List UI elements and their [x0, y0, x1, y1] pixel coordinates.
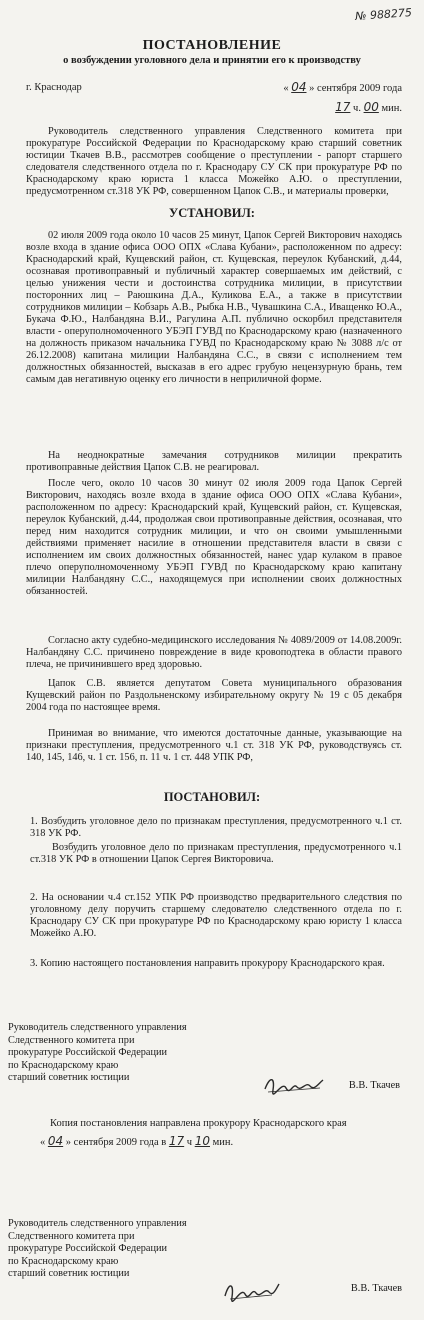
date-day: 04 — [291, 80, 307, 94]
signature-2-line: Руководитель следственного управления — [8, 1218, 187, 1229]
copy-note-line-1: Копия постановления направлена прокурору Краснодарского края — [50, 1118, 347, 1129]
copy-hour-unit: ч — [186, 1137, 193, 1148]
date-close-quote: » — [309, 83, 315, 94]
date-open-quote: « — [283, 83, 289, 94]
time-minute: 00 — [363, 100, 379, 114]
time-hour: 17 — [335, 100, 351, 114]
decision-1a: 1. Возбудить уголовное дело по признакам преступления, предусмотренного ч.1 ст. 318 УК РФ. — [30, 816, 402, 839]
decision-1b: Возбудить уголовное дело по признакам преступления, предусмотренного ч.1 ст.318 УК РФ в отношении Цапок Сергея Викторовича. — [30, 842, 402, 865]
established-paragraph-6: Принимая во внимание, что имеются достаточные данные, указывающие на признаки преступления, предусмотренного ч.1 ст. 318 УК РФ, руководствуясь ст. 140, 145, 146, ч. 1 ст. 156, п. 11 ч. 1 ст. 448 УПК РФ, — [26, 728, 402, 763]
intro-paragraph: Руководитель следственного управления Следственного комитета при прокуратуре Российской Федерации по Краснодарскому краю старший советник юстиции Ткачев В.В., рассмотрев сообщение о преступлении - рапорт старшего следователя следственного отдела по г. Краснодару СУ СК при прокуратуре РФ по Краснодарскому краю юриста 1 класса Можейко А.Ю. о преступлении, предусмотренном ст.318 УК РФ, совершенном Цапок С.В., и материалы проверки, — [26, 126, 402, 197]
signature-1-name: В.В. Ткачев — [348, 1080, 400, 1091]
copy-minute-unit: мин. — [212, 1137, 234, 1148]
copy-hour: 17 — [168, 1134, 185, 1148]
signature-1-scribble — [262, 1074, 326, 1096]
document-title: ПОСТАНОВЛЕНИЕ — [142, 38, 282, 53]
date-rest: сентября 2009 года — [316, 83, 402, 94]
signature-1-line: старший советник юстиции — [8, 1072, 130, 1083]
signature-1-line: по Краснодарскому краю — [8, 1059, 119, 1071]
signature-1-line: Руководитель следственного управления — [8, 1022, 187, 1033]
established-paragraph-4: Согласно акту судебно-медицинского исследования № 4089/2009 от 14.08.2009г. Налбандяну С.С. причинено повреждение в виде кровоподтека в области правого плеча, не причинившего вред здоровью. — [26, 635, 402, 670]
copy-rest: сентября 2009 года в — [73, 1137, 167, 1148]
document-subtitle: о возбуждении уголовного дела и принятии его к производству — [63, 55, 361, 66]
time-line — [335, 100, 402, 114]
established-paragraph-1: 02 июля 2009 года около 10 часов 25 минут, Цапок Сергей Викторович находясь возле входа в здание офиса ООО ОПХ «Слава Кубани», расположенном по адресу: Краснодарский край, Кущевский район, ст. Кущевская, переулок Кубанский, д.44, осознавая противоправный и публичный характер совершаемых им действий, с целью унижения чести и достоинства сотрудника милиции, в присутствии посторонних лиц – Раюшкина Д.А., Куликова Е.А., а также в присутствии сотрудников милиции – Кобзарь А.В., Рыбка Н.В., Чувашкина С.А., Иващенко Ю.А., Букача Ф.Ю., Налбандяна В.И., Рагулина А.П. публично оскорбил представителя власти - оперуполномоченного УБЭП ГУВД по Краснодарскому краю (назначенного на должность приказом начальника ГУВД по Краснодарскому краю № 3088 л/с от 26.12.2008) капитана милиции Налбандяна С.С., в связи с исполнением тем должностных обязанностей, высказав в его адрес грубую нецензурную брань, тем самым дав негативную оценку его личности в неприличной форме. — [26, 230, 402, 385]
copy-close-quote: » — [65, 1137, 72, 1148]
signature-2-scribble — [222, 1278, 282, 1302]
signature-1-line: Следственного комитета при — [8, 1034, 135, 1046]
signature-2-line: старший советник юстиции — [8, 1268, 130, 1279]
signature-1-line: прокуратуре Российской Федерации — [8, 1047, 168, 1058]
date-line — [283, 80, 402, 94]
copy-open-quote: « — [40, 1137, 46, 1148]
established-paragraph-5: Цапок С.В. является депутатом Совета муниципального образования Кущевский район по Раздольненскому избирательному округу № 19 с 05 декабря 2004 года по настоящее время. — [26, 678, 402, 713]
decision-3: 3. Копию настоящего постановления направить прокурору Краснодарского края. — [30, 958, 385, 969]
signature-2-line: Следственного комитета при — [8, 1230, 135, 1242]
decision-2: 2. На основании ч.4 ст.152 УПК РФ производство предварительного следствия по уголовному делу поручить старшему следователю следственного отдела по г. Краснодару СУ СК при прокуратуре РФ по Краснодарскому краю юристу 1 класса Можейко А.Ю. — [30, 892, 402, 939]
time-hour-unit: ч. — [353, 103, 361, 114]
city: г. Краснодар — [26, 82, 82, 93]
signature-block-2 — [8, 1218, 187, 1281]
established-heading: УСТАНОВИЛ: — [169, 206, 255, 220]
decided-heading: ПОСТАНОВИЛ: — [163, 790, 261, 804]
established-paragraph-2: На неоднократные замечания сотрудников милиции прекратить противоправные действия Цапок С.В. не реагировал. — [26, 450, 402, 473]
stamp-number: № 988275 — [354, 6, 413, 23]
copy-day: 04 — [47, 1134, 64, 1148]
copy-minute: 10 — [194, 1134, 210, 1148]
signature-2-name: В.В. Ткачев — [350, 1283, 402, 1294]
signature-2-line: по Краснодарскому краю — [8, 1255, 119, 1267]
copy-note-line-2 — [40, 1134, 233, 1148]
time-minute-unit: мин. — [381, 103, 402, 114]
established-paragraph-3: После чего, около 10 часов 30 минут 02 июля 2009 года Цапок Сергей Викторович, находясь возле входа в здание офиса ООО ОПХ «Слава Кубани», расположенном по адресу: Краснодарский край, Кущевский район, ст. Кущевская, переулок Кубанский, д.44, продолжая свои противоправные действия, осознавая, что перед ним находится сотрудник милиции, и что он своими умышленными действиями применяет насилие в отношении представителя власти в связи с исполнением им своих должностных обязанностей, нанес удар кулаком в правое плечо оперуполномоченному УБЭП ГУВД по Краснодарскому краю капитану милиции Налбандяну С.С., находящемуся при исполнении своих должностных обязанностей. — [26, 478, 402, 597]
signature-2-line: прокуратуре Российской Федерации — [8, 1243, 168, 1254]
signature-block-1 — [8, 1022, 187, 1085]
